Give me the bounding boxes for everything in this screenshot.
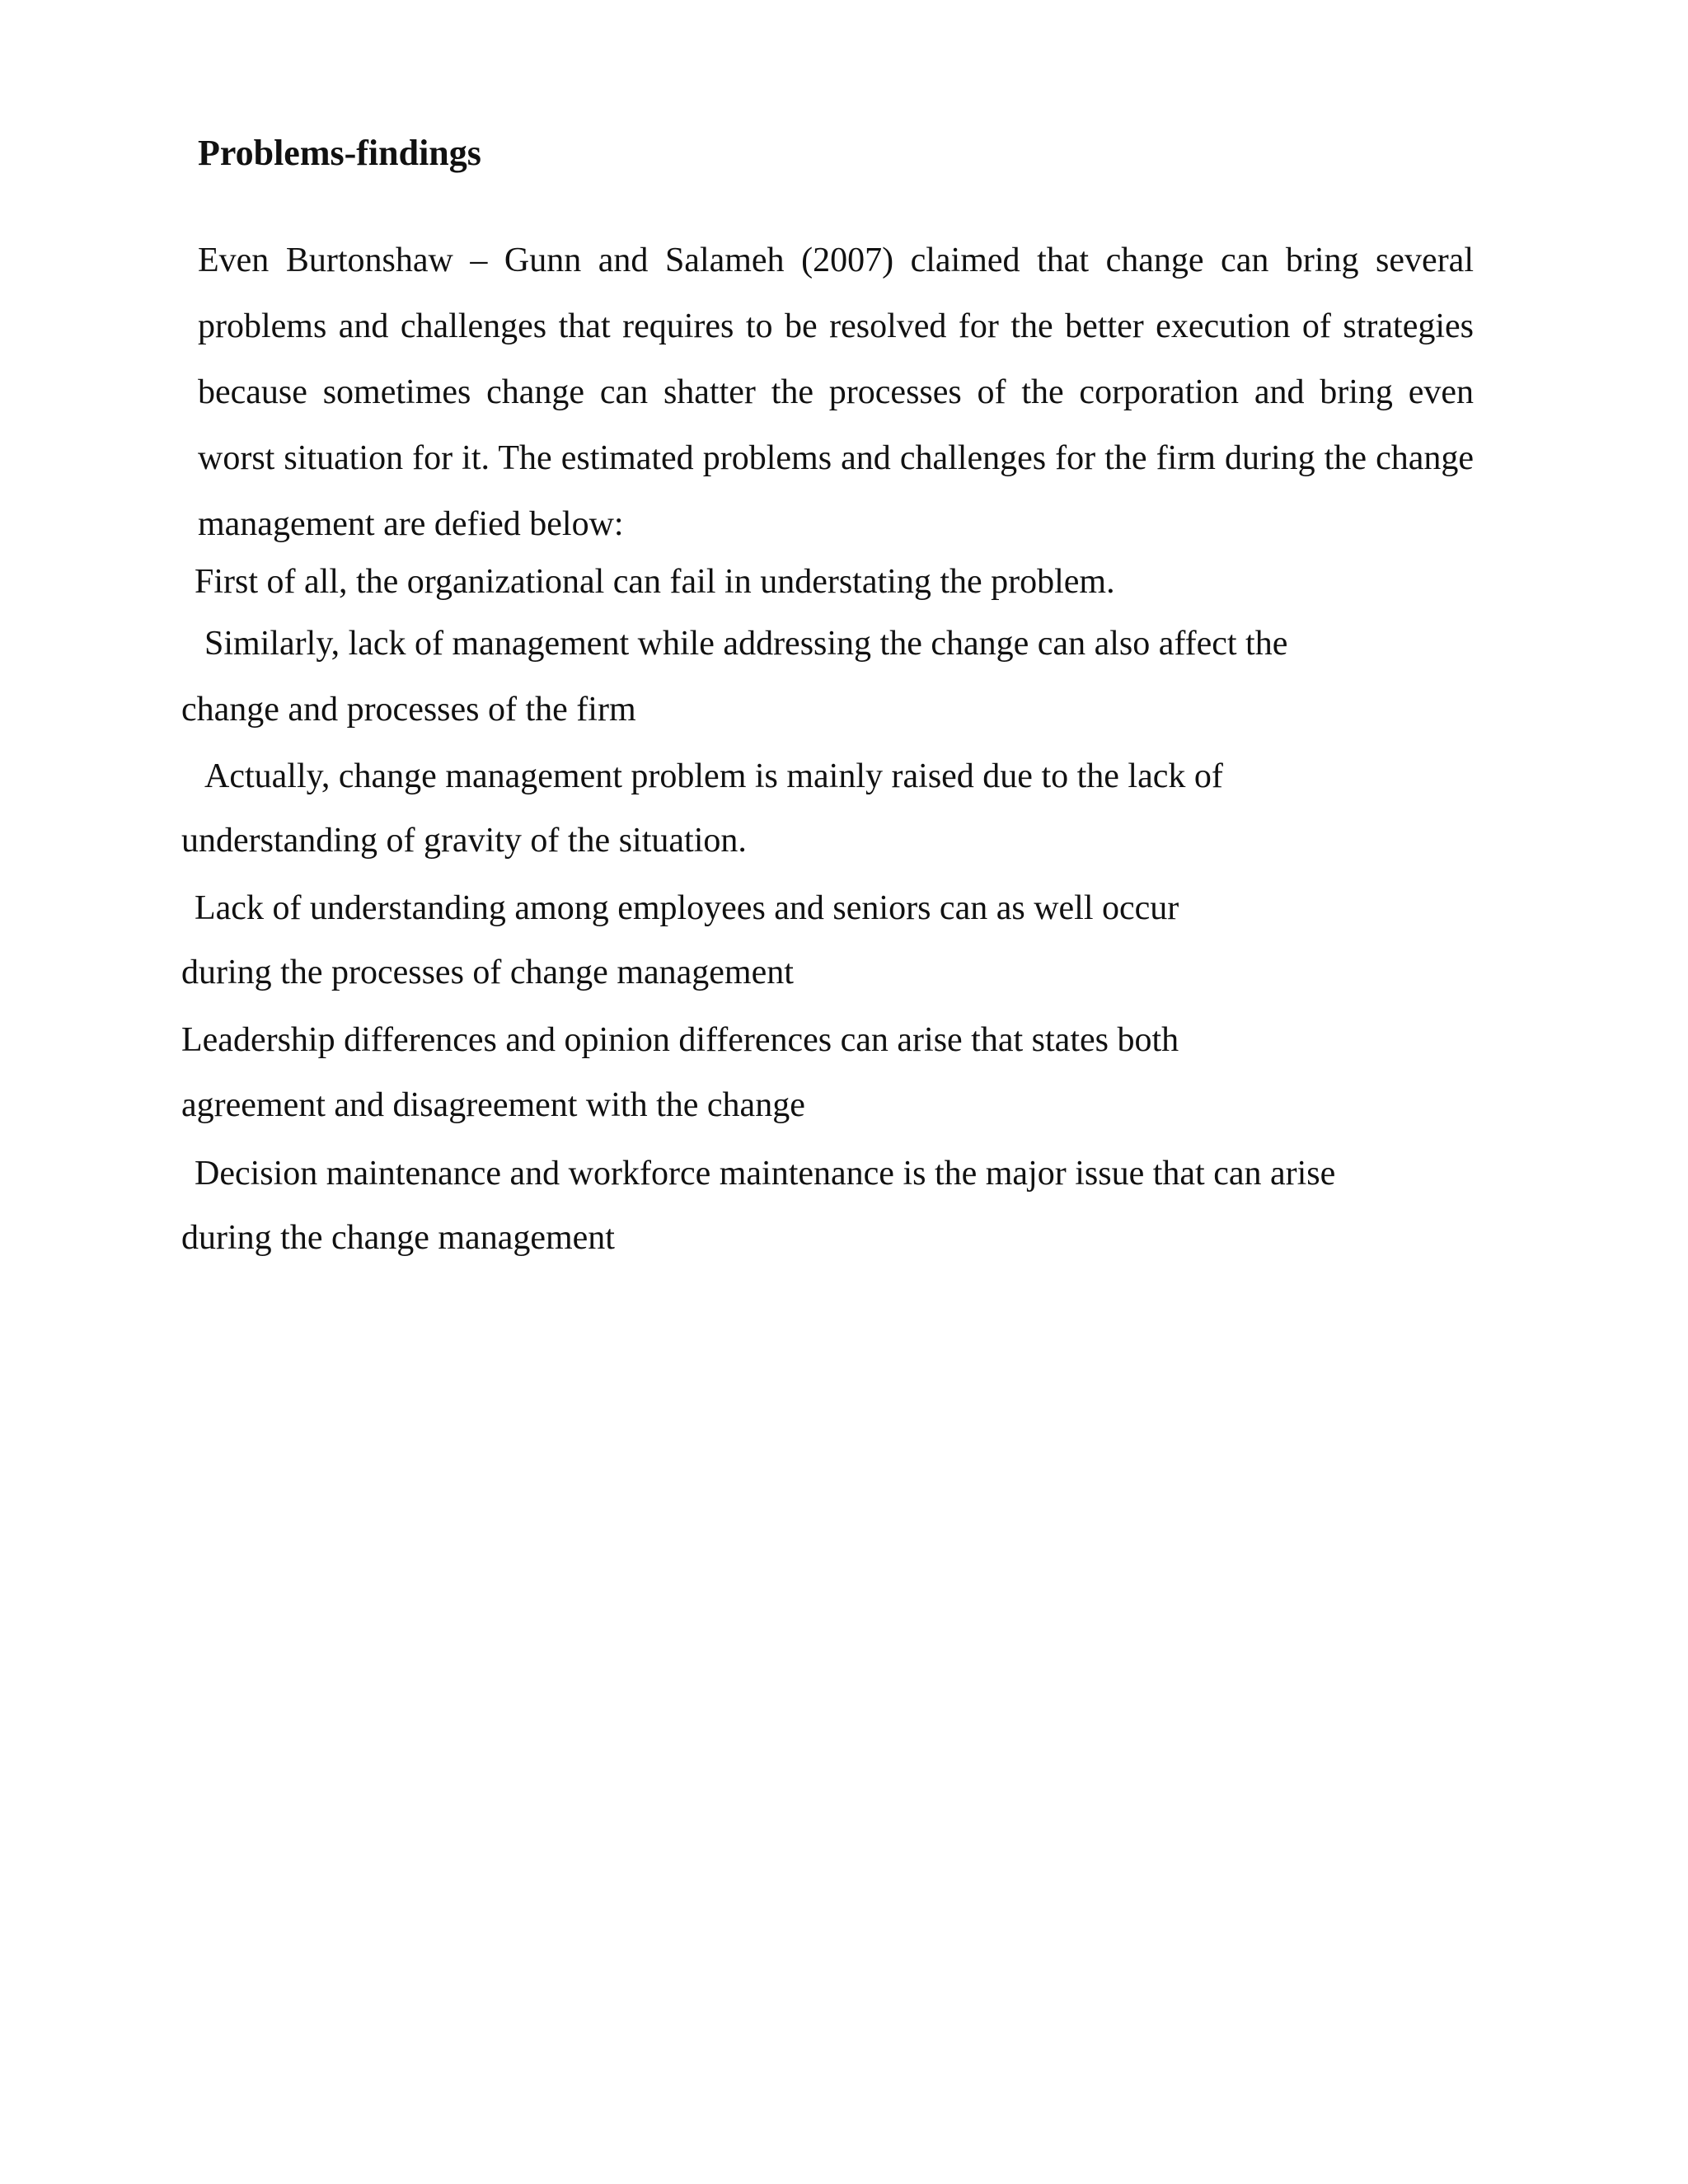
section-heading: Problems-findings: [198, 133, 481, 173]
finding-line-2: Similarly, lack of management while addressing the change can also affect the: [204, 625, 1288, 663]
finding-line-4: Actually, change management problem is mainly raised due to the lack of: [204, 757, 1223, 795]
finding-line-10: Decision maintenance and workforce maintenance is the major issue that can arise: [195, 1155, 1336, 1193]
finding-line-3: change and processes of the firm: [181, 691, 636, 729]
finding-line-8: Leadership differences and opinion differences can arise that states both: [181, 1021, 1179, 1059]
finding-line-6: Lack of understanding among employees and seniors can as well occur: [195, 889, 1179, 927]
finding-line-7: during the processes of change management: [181, 954, 794, 991]
finding-line-9: agreement and disagreement with the change: [181, 1086, 805, 1124]
intro-paragraph: Even Burtonshaw – Gunn and Salameh (2007) claimed that change can bring several problems and challenges that requires to be resolved for the better execution of strategies because sometimes change can shatter the processes of the corporation and bring even worst situation for it. The estimated problems and challenges for the firm during the change management are defied below:: [198, 241, 1474, 543]
finding-line-11: during the change management: [181, 1219, 615, 1257]
finding-line-5: understanding of gravity of the situation.: [181, 822, 747, 860]
finding-line-1: First of all, the organizational can fail in understating the problem.: [195, 563, 1115, 601]
